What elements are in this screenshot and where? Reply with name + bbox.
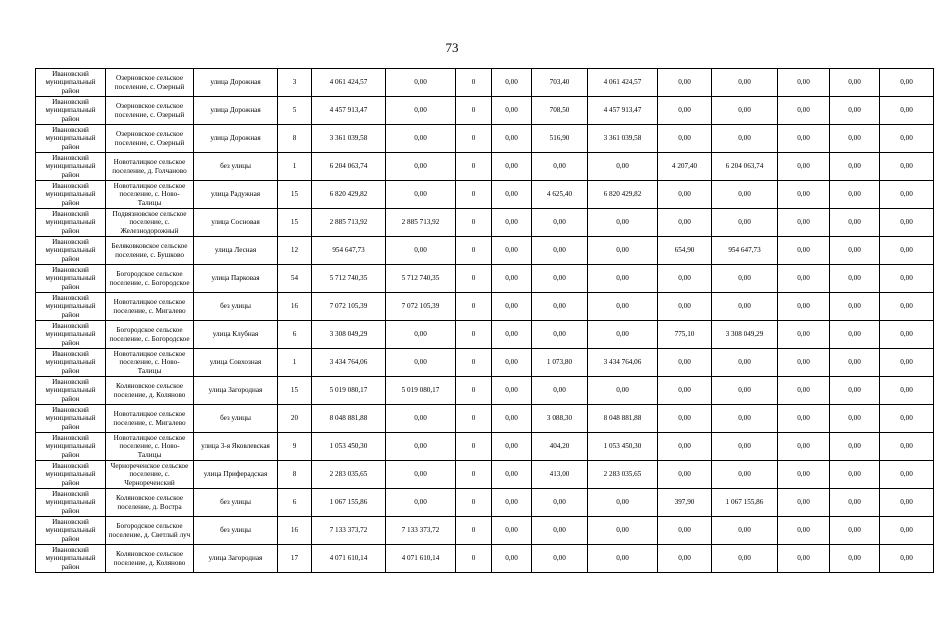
table-row xyxy=(36,293,934,321)
col13-cell: 0,00 xyxy=(778,349,830,377)
area-cell: 0,00 xyxy=(532,321,588,349)
col15-cell: 0,00 xyxy=(880,181,934,209)
col7-cell: 0 xyxy=(456,377,492,405)
col13-cell: 0,00 xyxy=(778,377,830,405)
street-cell: улица Приферадская xyxy=(194,461,278,489)
col12-cell: 0,00 xyxy=(712,125,778,153)
col15-cell: 0,00 xyxy=(880,125,934,153)
district-cell: Ивановский муниципальный район xyxy=(36,517,106,545)
col13-cell: 0,00 xyxy=(778,461,830,489)
col14-cell: 0,00 xyxy=(830,517,880,545)
col6-cell: 5 019 080,17 xyxy=(386,377,456,405)
settlement-cell: Озерновское сельское поселение, с. Озерный xyxy=(106,125,194,153)
col12-cell: 0,00 xyxy=(712,461,778,489)
col15-cell: 0,00 xyxy=(880,209,934,237)
col11-cell: 0,00 xyxy=(658,125,712,153)
house-number-cell: 8 xyxy=(278,125,312,153)
district-cell: Ивановский муниципальный район xyxy=(36,97,106,125)
col8-cell: 0,00 xyxy=(492,265,532,293)
table-row xyxy=(36,545,934,573)
settlement-cell: Богородское сельское поселение, д. Светлый луч xyxy=(106,517,194,545)
col8-cell: 0,00 xyxy=(492,153,532,181)
col12-cell: 0,00 xyxy=(712,433,778,461)
table-row xyxy=(36,209,934,237)
col15-cell: 0,00 xyxy=(880,545,934,573)
col8-cell: 0,00 xyxy=(492,433,532,461)
settlement-cell: Новоталицкое сельское поселение, с. Ново-Талицы xyxy=(106,349,194,377)
col7-cell: 0 xyxy=(456,69,492,97)
col10-cell: 0,00 xyxy=(588,321,658,349)
col10-cell: 4 457 913,47 xyxy=(588,97,658,125)
col15-cell: 0,00 xyxy=(880,377,934,405)
house-number-cell: 17 xyxy=(278,545,312,573)
col10-cell: 0,00 xyxy=(588,489,658,517)
table-row xyxy=(36,377,934,405)
col15-cell: 0,00 xyxy=(880,489,934,517)
col8-cell: 0,00 xyxy=(492,489,532,517)
col13-cell: 0,00 xyxy=(778,181,830,209)
col13-cell: 0,00 xyxy=(778,433,830,461)
total-cost-cell: 6 204 063,74 xyxy=(312,153,386,181)
settlement-cell: Богородское сельское поселение, с. Богородское xyxy=(106,321,194,349)
settlement-cell: Подвязновское сельское поселение, с. Железнодорожный xyxy=(106,209,194,237)
col12-cell: 6 204 063,74 xyxy=(712,153,778,181)
total-cost-cell: 1 067 155,86 xyxy=(312,489,386,517)
settlement-cell: Озерновское сельское поселение, с. Озерный xyxy=(106,69,194,97)
total-cost-cell: 1 053 450,30 xyxy=(312,433,386,461)
col6-cell: 0,00 xyxy=(386,125,456,153)
street-cell: без улицы xyxy=(194,293,278,321)
col8-cell: 0,00 xyxy=(492,293,532,321)
col10-cell: 2 283 035,65 xyxy=(588,461,658,489)
col12-cell: 3 308 049,29 xyxy=(712,321,778,349)
col12-cell: 0,00 xyxy=(712,293,778,321)
total-cost-cell: 2 283 035,65 xyxy=(312,461,386,489)
house-number-cell: 5 xyxy=(278,97,312,125)
district-cell: Ивановский муниципальный район xyxy=(36,265,106,293)
col15-cell: 0,00 xyxy=(880,293,934,321)
col11-cell: 0,00 xyxy=(658,377,712,405)
col11-cell: 0,00 xyxy=(658,349,712,377)
col10-cell: 6 820 429,82 xyxy=(588,181,658,209)
district-cell: Ивановский муниципальный район xyxy=(36,349,106,377)
district-cell: Ивановский муниципальный район xyxy=(36,153,106,181)
street-cell: без улицы xyxy=(194,517,278,545)
col10-cell: 0,00 xyxy=(588,377,658,405)
area-cell: 0,00 xyxy=(532,517,588,545)
district-cell: Ивановский муниципальный район xyxy=(36,489,106,517)
table-body xyxy=(36,69,934,573)
area-cell: 4 625,40 xyxy=(532,181,588,209)
col8-cell: 0,00 xyxy=(492,321,532,349)
col12-cell: 0,00 xyxy=(712,97,778,125)
col14-cell: 0,00 xyxy=(830,265,880,293)
col15-cell: 0,00 xyxy=(880,405,934,433)
house-number-cell: 6 xyxy=(278,321,312,349)
house-number-cell: 6 xyxy=(278,489,312,517)
area-cell: 703,40 xyxy=(532,69,588,97)
house-number-cell: 15 xyxy=(278,377,312,405)
total-cost-cell: 3 361 039,58 xyxy=(312,125,386,153)
col10-cell: 0,00 xyxy=(588,545,658,573)
col15-cell: 0,00 xyxy=(880,321,934,349)
col6-cell: 5 712 740,35 xyxy=(386,265,456,293)
col6-cell: 0,00 xyxy=(386,153,456,181)
col8-cell: 0,00 xyxy=(492,545,532,573)
total-cost-cell: 6 820 429,82 xyxy=(312,181,386,209)
col15-cell: 0,00 xyxy=(880,97,934,125)
district-cell: Ивановский муниципальный район xyxy=(36,237,106,265)
settlement-cell: Новоталицкое сельское поселение, д. Голчаново xyxy=(106,153,194,181)
district-cell: Ивановский муниципальный район xyxy=(36,321,106,349)
district-cell: Ивановский муниципальный район xyxy=(36,405,106,433)
table-row xyxy=(36,69,934,97)
settlement-cell: Новоталицкое сельское поселение, с. Ново-Талицы xyxy=(106,433,194,461)
street-cell: улица Дорожная xyxy=(194,69,278,97)
col13-cell: 0,00 xyxy=(778,265,830,293)
col14-cell: 0,00 xyxy=(830,69,880,97)
col6-cell: 4 071 610,14 xyxy=(386,545,456,573)
total-cost-cell: 3 434 764,06 xyxy=(312,349,386,377)
col7-cell: 0 xyxy=(456,209,492,237)
street-cell: без улицы xyxy=(194,405,278,433)
col14-cell: 0,00 xyxy=(830,181,880,209)
col15-cell: 0,00 xyxy=(880,349,934,377)
street-cell: улица Загородная xyxy=(194,377,278,405)
house-number-cell: 12 xyxy=(278,237,312,265)
table-row xyxy=(36,517,934,545)
district-cell: Ивановский муниципальный район xyxy=(36,209,106,237)
total-cost-cell: 8 048 881,88 xyxy=(312,405,386,433)
col13-cell: 0,00 xyxy=(778,125,830,153)
street-cell: улица Сосновая xyxy=(194,209,278,237)
col11-cell: 0,00 xyxy=(658,405,712,433)
col11-cell: 0,00 xyxy=(658,97,712,125)
table-row xyxy=(36,153,934,181)
house-number-cell: 16 xyxy=(278,293,312,321)
table-row xyxy=(36,97,934,125)
col14-cell: 0,00 xyxy=(830,237,880,265)
area-cell: 0,00 xyxy=(532,545,588,573)
col11-cell: 0,00 xyxy=(658,517,712,545)
col14-cell: 0,00 xyxy=(830,349,880,377)
total-cost-cell: 5 019 080,17 xyxy=(312,377,386,405)
col10-cell: 3 434 764,06 xyxy=(588,349,658,377)
col10-cell: 0,00 xyxy=(588,153,658,181)
district-cell: Ивановский муниципальный район xyxy=(36,69,106,97)
col11-cell: 0,00 xyxy=(658,265,712,293)
col10-cell: 3 361 039,58 xyxy=(588,125,658,153)
district-cell: Ивановский муниципальный район xyxy=(36,461,106,489)
col6-cell: 2 885 713,92 xyxy=(386,209,456,237)
col10-cell: 4 061 424,57 xyxy=(588,69,658,97)
total-cost-cell: 4 071 610,14 xyxy=(312,545,386,573)
col14-cell: 0,00 xyxy=(830,97,880,125)
table-row xyxy=(36,349,934,377)
total-cost-cell: 5 712 740,35 xyxy=(312,265,386,293)
street-cell: улица Клубная xyxy=(194,321,278,349)
street-cell: без улицы xyxy=(194,489,278,517)
col6-cell: 0,00 xyxy=(386,349,456,377)
col8-cell: 0,00 xyxy=(492,97,532,125)
total-cost-cell: 3 308 049,29 xyxy=(312,321,386,349)
col13-cell: 0,00 xyxy=(778,321,830,349)
table-row xyxy=(36,433,934,461)
col10-cell: 0,00 xyxy=(588,209,658,237)
col14-cell: 0,00 xyxy=(830,321,880,349)
area-cell: 0,00 xyxy=(532,153,588,181)
col7-cell: 0 xyxy=(456,153,492,181)
col13-cell: 0,00 xyxy=(778,405,830,433)
col15-cell: 0,00 xyxy=(880,433,934,461)
district-cell: Ивановский муниципальный район xyxy=(36,377,106,405)
col15-cell: 0,00 xyxy=(880,69,934,97)
area-cell: 1 073,80 xyxy=(532,349,588,377)
col12-cell: 0,00 xyxy=(712,349,778,377)
col12-cell: 0,00 xyxy=(712,517,778,545)
col6-cell: 0,00 xyxy=(386,97,456,125)
col11-cell: 0,00 xyxy=(658,209,712,237)
settlement-cell: Новоталицкое сельское поселение, с. Мигалево xyxy=(106,293,194,321)
district-cell: Ивановский муниципальный район xyxy=(36,293,106,321)
house-number-cell: 20 xyxy=(278,405,312,433)
col8-cell: 0,00 xyxy=(492,181,532,209)
house-number-cell: 1 xyxy=(278,349,312,377)
area-cell: 3 088,30 xyxy=(532,405,588,433)
street-cell: без улицы xyxy=(194,153,278,181)
col6-cell: 0,00 xyxy=(386,461,456,489)
total-cost-cell: 954 647,73 xyxy=(312,237,386,265)
table-row xyxy=(36,181,934,209)
col15-cell: 0,00 xyxy=(880,517,934,545)
settlement-cell: Озерновское сельское поселение, с. Озерный xyxy=(106,97,194,125)
col14-cell: 0,00 xyxy=(830,405,880,433)
col6-cell: 0,00 xyxy=(386,69,456,97)
col10-cell: 0,00 xyxy=(588,293,658,321)
col6-cell: 7 133 373,72 xyxy=(386,517,456,545)
street-cell: улица Совхозная xyxy=(194,349,278,377)
col13-cell: 0,00 xyxy=(778,153,830,181)
col8-cell: 0,00 xyxy=(492,125,532,153)
col14-cell: 0,00 xyxy=(830,489,880,517)
col14-cell: 0,00 xyxy=(830,545,880,573)
col6-cell: 0,00 xyxy=(386,237,456,265)
house-number-cell: 3 xyxy=(278,69,312,97)
house-number-cell: 16 xyxy=(278,517,312,545)
register-table xyxy=(35,68,934,573)
col13-cell: 0,00 xyxy=(778,97,830,125)
col10-cell: 0,00 xyxy=(588,265,658,293)
col8-cell: 0,00 xyxy=(492,237,532,265)
col12-cell: 1 067 155,86 xyxy=(712,489,778,517)
house-number-cell: 54 xyxy=(278,265,312,293)
col15-cell: 0,00 xyxy=(880,265,934,293)
col12-cell: 0,00 xyxy=(712,181,778,209)
col14-cell: 0,00 xyxy=(830,125,880,153)
col7-cell: 0 xyxy=(456,125,492,153)
house-number-cell: 15 xyxy=(278,209,312,237)
total-cost-cell: 7 133 373,72 xyxy=(312,517,386,545)
col13-cell: 0,00 xyxy=(778,209,830,237)
col11-cell: 0,00 xyxy=(658,181,712,209)
col13-cell: 0,00 xyxy=(778,545,830,573)
street-cell: улица 3-я Яковлевская xyxy=(194,433,278,461)
total-cost-cell: 2 885 713,92 xyxy=(312,209,386,237)
col6-cell: 0,00 xyxy=(386,181,456,209)
col7-cell: 0 xyxy=(456,237,492,265)
house-number-cell: 15 xyxy=(278,181,312,209)
area-cell: 0,00 xyxy=(532,237,588,265)
col8-cell: 0,00 xyxy=(492,517,532,545)
col7-cell: 0 xyxy=(456,321,492,349)
table-row xyxy=(36,321,934,349)
settlement-cell: Богородское сельское поселение, с. Богородское xyxy=(106,265,194,293)
table-row xyxy=(36,405,934,433)
settlement-cell: Коляновское сельское поселение, д. Коляново xyxy=(106,377,194,405)
col7-cell: 0 xyxy=(456,265,492,293)
col11-cell: 775,10 xyxy=(658,321,712,349)
district-cell: Ивановский муниципальный район xyxy=(36,433,106,461)
col6-cell: 0,00 xyxy=(386,489,456,517)
house-number-cell: 8 xyxy=(278,461,312,489)
col12-cell: 954 647,73 xyxy=(712,237,778,265)
street-cell: улица Парковая xyxy=(194,265,278,293)
col7-cell: 0 xyxy=(456,517,492,545)
street-cell: улица Дорожная xyxy=(194,97,278,125)
col12-cell: 0,00 xyxy=(712,377,778,405)
col6-cell: 7 072 105,39 xyxy=(386,293,456,321)
col11-cell: 4 207,40 xyxy=(658,153,712,181)
col11-cell: 0,00 xyxy=(658,433,712,461)
col11-cell: 0,00 xyxy=(658,69,712,97)
street-cell: улица Дорожная xyxy=(194,125,278,153)
area-cell: 0,00 xyxy=(532,265,588,293)
col11-cell: 654,90 xyxy=(658,237,712,265)
col12-cell: 0,00 xyxy=(712,405,778,433)
col8-cell: 0,00 xyxy=(492,69,532,97)
col15-cell: 0,00 xyxy=(880,461,934,489)
col13-cell: 0,00 xyxy=(778,237,830,265)
table-row xyxy=(36,237,934,265)
total-cost-cell: 4 061 424,57 xyxy=(312,69,386,97)
col8-cell: 0,00 xyxy=(492,377,532,405)
col13-cell: 0,00 xyxy=(778,489,830,517)
settlement-cell: Новоталицкое сельское поселение, с. Мигалево xyxy=(106,405,194,433)
col12-cell: 0,00 xyxy=(712,69,778,97)
table-row xyxy=(36,461,934,489)
area-cell: 0,00 xyxy=(532,293,588,321)
col7-cell: 0 xyxy=(456,293,492,321)
house-number-cell: 1 xyxy=(278,153,312,181)
house-number-cell: 9 xyxy=(278,433,312,461)
table-row xyxy=(36,265,934,293)
col10-cell: 8 048 881,88 xyxy=(588,405,658,433)
col8-cell: 0,00 xyxy=(492,461,532,489)
area-cell: 516,90 xyxy=(532,125,588,153)
area-cell: 413,00 xyxy=(532,461,588,489)
area-cell: 0,00 xyxy=(532,377,588,405)
street-cell: улица Радужная xyxy=(194,181,278,209)
settlement-cell: Чернореченское сельское поселение, с. Чернореченский xyxy=(106,461,194,489)
settlement-cell: Коляновское сельское поселение, д. Коляново xyxy=(106,545,194,573)
total-cost-cell: 7 072 105,39 xyxy=(312,293,386,321)
col7-cell: 0 xyxy=(456,461,492,489)
col8-cell: 0,00 xyxy=(492,405,532,433)
area-cell: 0,00 xyxy=(532,209,588,237)
col12-cell: 0,00 xyxy=(712,545,778,573)
col11-cell: 397,90 xyxy=(658,489,712,517)
total-cost-cell: 4 457 913,47 xyxy=(312,97,386,125)
col8-cell: 0,00 xyxy=(492,349,532,377)
col11-cell: 0,00 xyxy=(658,293,712,321)
col14-cell: 0,00 xyxy=(830,293,880,321)
col14-cell: 0,00 xyxy=(830,153,880,181)
table-row xyxy=(36,125,934,153)
col10-cell: 0,00 xyxy=(588,237,658,265)
settlement-cell: Беляковковское сельское поселение, с. Бушково xyxy=(106,237,194,265)
col6-cell: 0,00 xyxy=(386,433,456,461)
col14-cell: 0,00 xyxy=(830,461,880,489)
area-cell: 404,20 xyxy=(532,433,588,461)
col7-cell: 0 xyxy=(456,181,492,209)
col11-cell: 0,00 xyxy=(658,545,712,573)
col15-cell: 0,00 xyxy=(880,153,934,181)
district-cell: Ивановский муниципальный район xyxy=(36,125,106,153)
col13-cell: 0,00 xyxy=(778,517,830,545)
col14-cell: 0,00 xyxy=(830,377,880,405)
area-cell: 0,00 xyxy=(532,489,588,517)
col13-cell: 0,00 xyxy=(778,69,830,97)
street-cell: улица Лесная xyxy=(194,237,278,265)
table-row xyxy=(36,489,934,517)
district-cell: Ивановский муниципальный район xyxy=(36,181,106,209)
col12-cell: 0,00 xyxy=(712,209,778,237)
district-cell: Ивановский муниципальный район xyxy=(36,545,106,573)
col7-cell: 0 xyxy=(456,97,492,125)
col10-cell: 0,00 xyxy=(588,517,658,545)
col8-cell: 0,00 xyxy=(492,209,532,237)
col6-cell: 0,00 xyxy=(386,321,456,349)
page-number: 73 xyxy=(445,40,459,55)
col14-cell: 0,00 xyxy=(830,433,880,461)
col10-cell: 1 053 450,30 xyxy=(588,433,658,461)
col12-cell: 0,00 xyxy=(712,265,778,293)
col7-cell: 0 xyxy=(456,349,492,377)
col13-cell: 0,00 xyxy=(778,293,830,321)
col14-cell: 0,00 xyxy=(830,209,880,237)
street-cell: улица Загородная xyxy=(194,545,278,573)
col11-cell: 0,00 xyxy=(658,461,712,489)
col7-cell: 0 xyxy=(456,545,492,573)
area-cell: 708,50 xyxy=(532,97,588,125)
col7-cell: 0 xyxy=(456,405,492,433)
settlement-cell: Новоталицкое сельское поселение, с. Ново-Талицы xyxy=(106,181,194,209)
settlement-cell: Коляновское сельское поселение, д. Востра xyxy=(106,489,194,517)
col15-cell: 0,00 xyxy=(880,237,934,265)
col6-cell: 0,00 xyxy=(386,405,456,433)
col7-cell: 0 xyxy=(456,489,492,517)
col7-cell: 0 xyxy=(456,433,492,461)
